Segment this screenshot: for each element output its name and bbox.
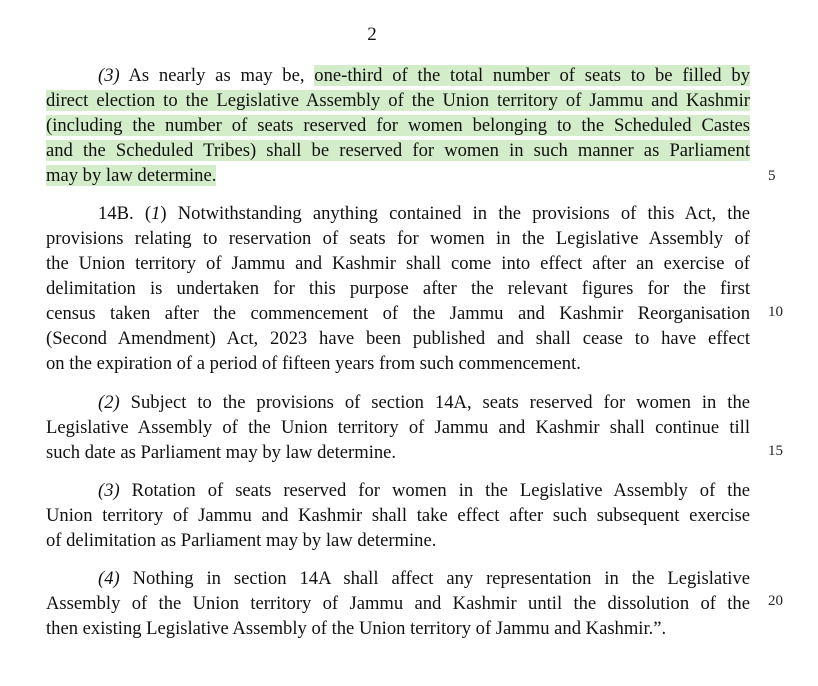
- paragraph-section-14b-4: [46, 566, 750, 641]
- text-line: then existing Legislative Assembly of the Union territory of Jammu and Kashmir.”.: [46, 618, 667, 639]
- text-line: (3) Rotation of seats reserved for women in the Legislative Assembly of the: [98, 480, 750, 501]
- highlighted-text: may by law determine.: [46, 165, 217, 186]
- text-line: (2) Subject to the provisions of section 14A, seats reserved for women in the: [98, 392, 750, 413]
- text-line: (4) Nothing in section 14A shall affect any representation in the Legislative: [98, 568, 750, 589]
- text-line: [46, 88, 750, 113]
- paragraph-clause-3: [46, 63, 750, 188]
- line-number-10: 10: [768, 304, 783, 320]
- paragraph-section-14b-2: [46, 390, 750, 465]
- highlighted-text: and the Scheduled Tribes) shall be reserved for women in such manner as Parliament: [46, 140, 750, 161]
- text-line: on the expiration of a period of fifteen years from such commencement.: [46, 353, 581, 374]
- text-line: Assembly of the Union territory of Jammu and Kashmir until the dissolution of the: [46, 593, 750, 614]
- text-line: such date as Parliament may by law determine.: [46, 442, 397, 463]
- paragraph-section-14b-1: [46, 201, 750, 376]
- text-line: delimitation is undertaken for this purpose after the relevant figures for the first: [46, 278, 750, 299]
- text-line: (Second Amendment) Act, 2023 have been published and shall cease to have effect: [46, 328, 750, 349]
- text-line: 14B. (1) Notwithstanding anything contained in the provisions of this Act, the: [98, 203, 751, 224]
- line-number-15: 15: [768, 443, 783, 459]
- line-number-20: 20: [768, 593, 783, 609]
- text-line: [46, 163, 750, 188]
- text-line: the Union territory of Jammu and Kashmir shall come into effect after an exercise of: [46, 253, 750, 274]
- highlighted-text: (including the number of seats reserved for women belonging to the Scheduled Castes: [46, 115, 750, 136]
- line-number-5: 5: [768, 168, 776, 184]
- page-number: 2: [367, 24, 377, 45]
- paragraph-section-14b-3: [46, 478, 750, 553]
- text-line: provisions relating to reservation of seats for women in the Legislative Assembly of: [46, 228, 750, 249]
- text-line: Legislative Assembly of the Union territory of Jammu and Kashmir shall continue till: [46, 417, 750, 438]
- text-line: (3) As nearly as may be, one-third of the total number of seats to be filled by: [98, 65, 750, 86]
- text-line: of delimitation as Parliament may by law determine.: [46, 530, 437, 551]
- text-line: census taken after the commencement of the Jammu and Kashmir Reorganisation: [46, 303, 750, 324]
- text-line: Union territory of Jammu and Kashmir shall take effect after such subsequent exercise: [46, 505, 750, 526]
- text-line: [46, 113, 750, 138]
- text-line: [46, 138, 750, 163]
- highlighted-text: direct election to the Legislative Assembly of the Union territory of Jammu and Kashmir: [46, 90, 750, 111]
- highlighted-text: one-third of the total number of seats to be filled by: [314, 65, 750, 86]
